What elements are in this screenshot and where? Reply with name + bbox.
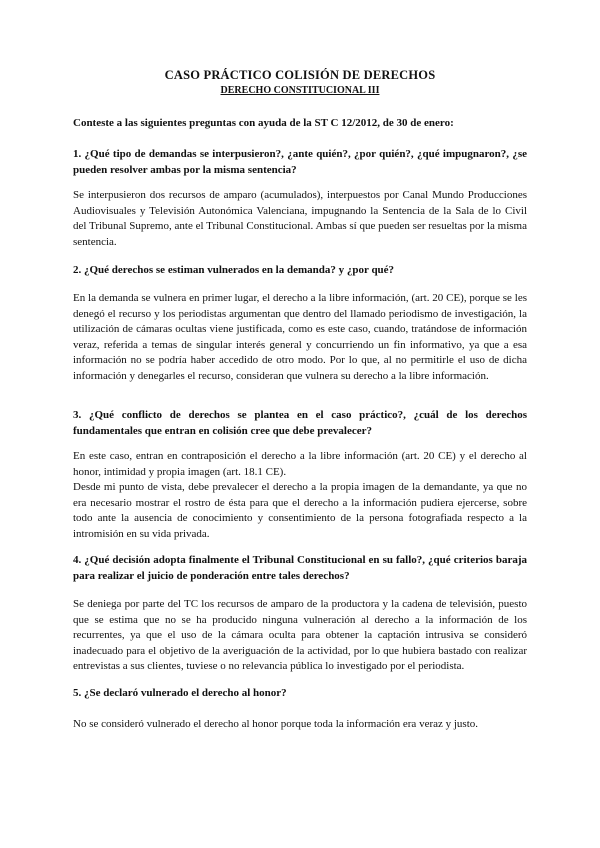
question-5: 5. ¿Se declaró vulnerado el derecho al honor? (73, 687, 287, 699)
answer-1 (73, 188, 527, 250)
answer-4 (73, 597, 527, 675)
answer-3-paragraph-2: Desde mi punto de vista, debe prevalecer el derecho a la propia imagen de la demandante, ya que no era necesario mostrar el rostro de ésta para que el derecho a la información pudiera ejercerse, sobre todo ante la ausencia de conocimiento y consentimiento de la persona fotografiada respecto a la intromisión en su vida privada. (73, 481, 527, 540)
question-1: 1. ¿Qué tipo de demandas se interpusieron?, ¿ante quién?, ¿por quién?, ¿qué impugnaron?, ¿se pueden resolver ambas por la misma sentencia? (73, 148, 527, 176)
answer-5 (73, 717, 527, 733)
answer-2 (73, 291, 527, 384)
instructions: Conteste a las siguientes preguntas con ayuda de la ST C 12/2012, de 30 de enero: (73, 117, 454, 129)
question-4: 4. ¿Qué decisión adopta finalmente el Tribunal Constitucional en su fallo?, ¿qué criterios baraja para realizar el juicio de ponderación entre tales derechos? (73, 554, 527, 582)
document-subtitle: DERECHO CONSTITUCIONAL III (220, 85, 380, 96)
answer-3 (73, 449, 527, 542)
answer-4-paragraph: Se deniega por parte del TC los recursos de amparo de la productora y la cadena de televisión, puesto que se estima que no se ha producido ninguna vulneración al derecho a la información de los recurrentes, ya que el uso de la cámara oculta para obtener la captación intrusiva se consideró inadecuado para el objetivo de la averiguación de la actividad, por lo que hubiera bastado con realizar entrevistas a sus clientes, tuviese o no relevancia pública lo investigado por el periodista. (73, 598, 527, 672)
question-2: 2. ¿Qué derechos se estiman vulnerados en la demanda? y ¿por qué? (73, 264, 395, 276)
answer-2-paragraph: En la demanda se vulnera en primer lugar, el derecho a la libre información, (art. 20 CE), porque se les denegó el recurso y los periodistas argumentan que dentro del llamado periodismo de investigación, la utilización de cámaras ocultas viene justificada, como es este caso, cuando, tratándose de información veraz, referida a temas de singular interés general y concurriendo un fin informativo, ya que a esa información no se podría haber accedido de otro modo. Por lo que, al no permitirle el uso de dicha información y denegarles el recurso, consideran que vulnera su derecho a la libre información. (73, 292, 527, 382)
answer-3-paragraph-1: En este caso, entran en contraposición el derecho a la libre información (art. 20 CE) y el derecho al honor, intimidad y propia imagen (art. 18.1 CE). (73, 450, 527, 478)
answer-1-paragraph: Se interpusieron dos recursos de amparo (acumulados), interpuestos por Canal Mundo Producciones Audiovisuales y Televisión Autonómica Valenciana, impugnando la Sentencia de la Sala de lo Civil del Tribunal Supremo, ante el Tribunal Constitucional. Ambas sí que pueden ser resueltas por la misma sentencia. (73, 189, 527, 248)
answer-5-paragraph: No se consideró vulnerado el derecho al honor porque toda la información era veraz y justo. (73, 718, 479, 730)
document-title: CASO PRÁCTICO COLISIÓN DE DERECHOS (164, 68, 436, 82)
question-3: 3. ¿Qué conflicto de derechos se plantea en el caso práctico?, ¿cuál de los derechos fundamentales que entran en colisión cree que debe prevalecer? (73, 409, 527, 437)
